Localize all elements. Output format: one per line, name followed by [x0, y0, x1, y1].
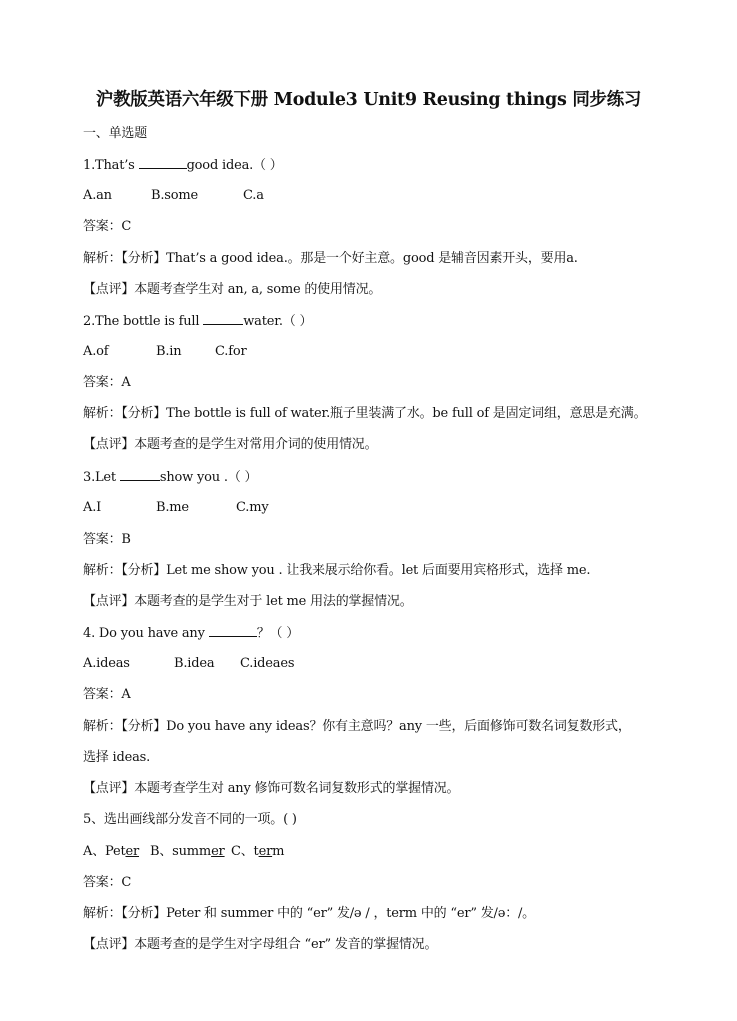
- question-5-option-b-text: B、summ: [150, 844, 212, 859]
- question-5-option-a-text: A、Pet: [83, 844, 126, 859]
- question-5-option-a: [83, 843, 139, 861]
- question-3-stem: [83, 468, 257, 487]
- question-5-option-c-text: C、t: [231, 844, 259, 859]
- question-3-answer: 答案：B: [83, 532, 131, 547]
- question-4-blank: [209, 624, 257, 637]
- question-4-stem-start: 4. Do you have any: [83, 626, 209, 641]
- question-2-option-b: B.in: [156, 344, 182, 359]
- section-heading: 一、单选题: [83, 126, 148, 141]
- question-5-option-c-end: m: [272, 844, 285, 859]
- question-1-stem: [83, 156, 283, 175]
- question-2-stem-start: 2.The bottle is full: [83, 314, 204, 329]
- question-5-answer: 答案：C: [83, 875, 132, 890]
- question-3-option-a: A.I: [83, 500, 102, 515]
- question-1-option-b: B.some: [151, 188, 199, 203]
- question-1-answer: 答案：C: [83, 219, 132, 234]
- question-1-stem-end: good idea.（ ）: [186, 158, 283, 173]
- question-4-comment: 【点评】本题考查学生对 any 修饰可数名词复数形式的掌握情况。: [83, 781, 460, 796]
- question-3-blank: [120, 468, 160, 481]
- question-2-comment: 【点评】本题考查的是学生对常用介词的使用情况。: [83, 437, 378, 452]
- question-2-answer: 答案：A: [83, 375, 131, 390]
- question-2-analysis: 解析：【分析】The bottle is full of water.瓶子里装满了水。be full of 是固定词组，意思是充满。: [83, 406, 647, 421]
- question-3-stem-end: show you .（ ）: [159, 470, 258, 485]
- question-4-option-a: A.ideas: [83, 656, 130, 671]
- question-5-comment: 【点评】本题考查的是学生对字母组合 “er” 发音的掌握情况。: [83, 937, 438, 952]
- question-4-option-b: B.idea: [174, 656, 215, 671]
- question-3-comment: 【点评】本题考查的是学生对于 let me 用法的掌握情况。: [83, 594, 413, 609]
- question-1-option-a: A.an: [83, 188, 112, 203]
- question-2-blank: [203, 312, 243, 325]
- question-4-stem-end: ？（ ）: [256, 626, 300, 641]
- question-2-option-c: C.for: [215, 344, 247, 359]
- question-3-option-c: C.my: [236, 500, 269, 515]
- question-5-option-a-underlined: er: [125, 844, 139, 859]
- question-1-option-c: C.a: [243, 188, 264, 203]
- question-2-stem-end: water.（ ）: [243, 314, 313, 329]
- question-3-stem-start: 3.Let: [83, 470, 120, 485]
- question-4-answer: 答案：A: [83, 687, 131, 702]
- question-4-analysis-continued: 选择 ideas.: [83, 750, 151, 765]
- question-5-stem: 5、选出画线部分发音不同的一项。( ): [83, 812, 297, 827]
- question-4-analysis: 解析：【分析】Do you have any ideas？你有主意吗？any 一些，后面修饰可数名词复数形式，: [83, 719, 631, 734]
- question-2-stem: [83, 312, 312, 331]
- document-title: 沪教版英语六年级下册 Module3 Unit9 Reusing things 同步练习: [95, 90, 642, 110]
- question-5-option-c: [231, 843, 284, 861]
- question-3-option-b: B.me: [156, 500, 189, 515]
- question-4-option-c: C.ideaes: [240, 656, 295, 671]
- question-5-option-b: [150, 843, 225, 861]
- question-1-stem-start: 1.That’s: [83, 158, 139, 173]
- question-4-stem: [83, 624, 299, 643]
- question-5-option-c-underlined: er: [258, 844, 273, 859]
- question-1-analysis: 解析：【分析】That’s a good idea.。那是一个好主意。good 是辅音因素开头，要用a.: [83, 251, 578, 266]
- question-3-analysis: 解析：【分析】Let me show you . 让我来展示给你看。let 后面要用宾格形式，选择 me.: [83, 563, 591, 578]
- question-5-analysis: 解析：【分析】Peter 和 summer 中的 “er” 发/ə / ，term 中的 “er” 发/ə：/。: [83, 906, 535, 921]
- question-2-option-a: A.of: [83, 344, 109, 359]
- question-1-comment: 【点评】本题考查学生对 an, a, some 的使用情况。: [83, 282, 382, 297]
- question-5-option-b-underlined: er: [211, 844, 225, 859]
- question-1-blank: [139, 156, 187, 169]
